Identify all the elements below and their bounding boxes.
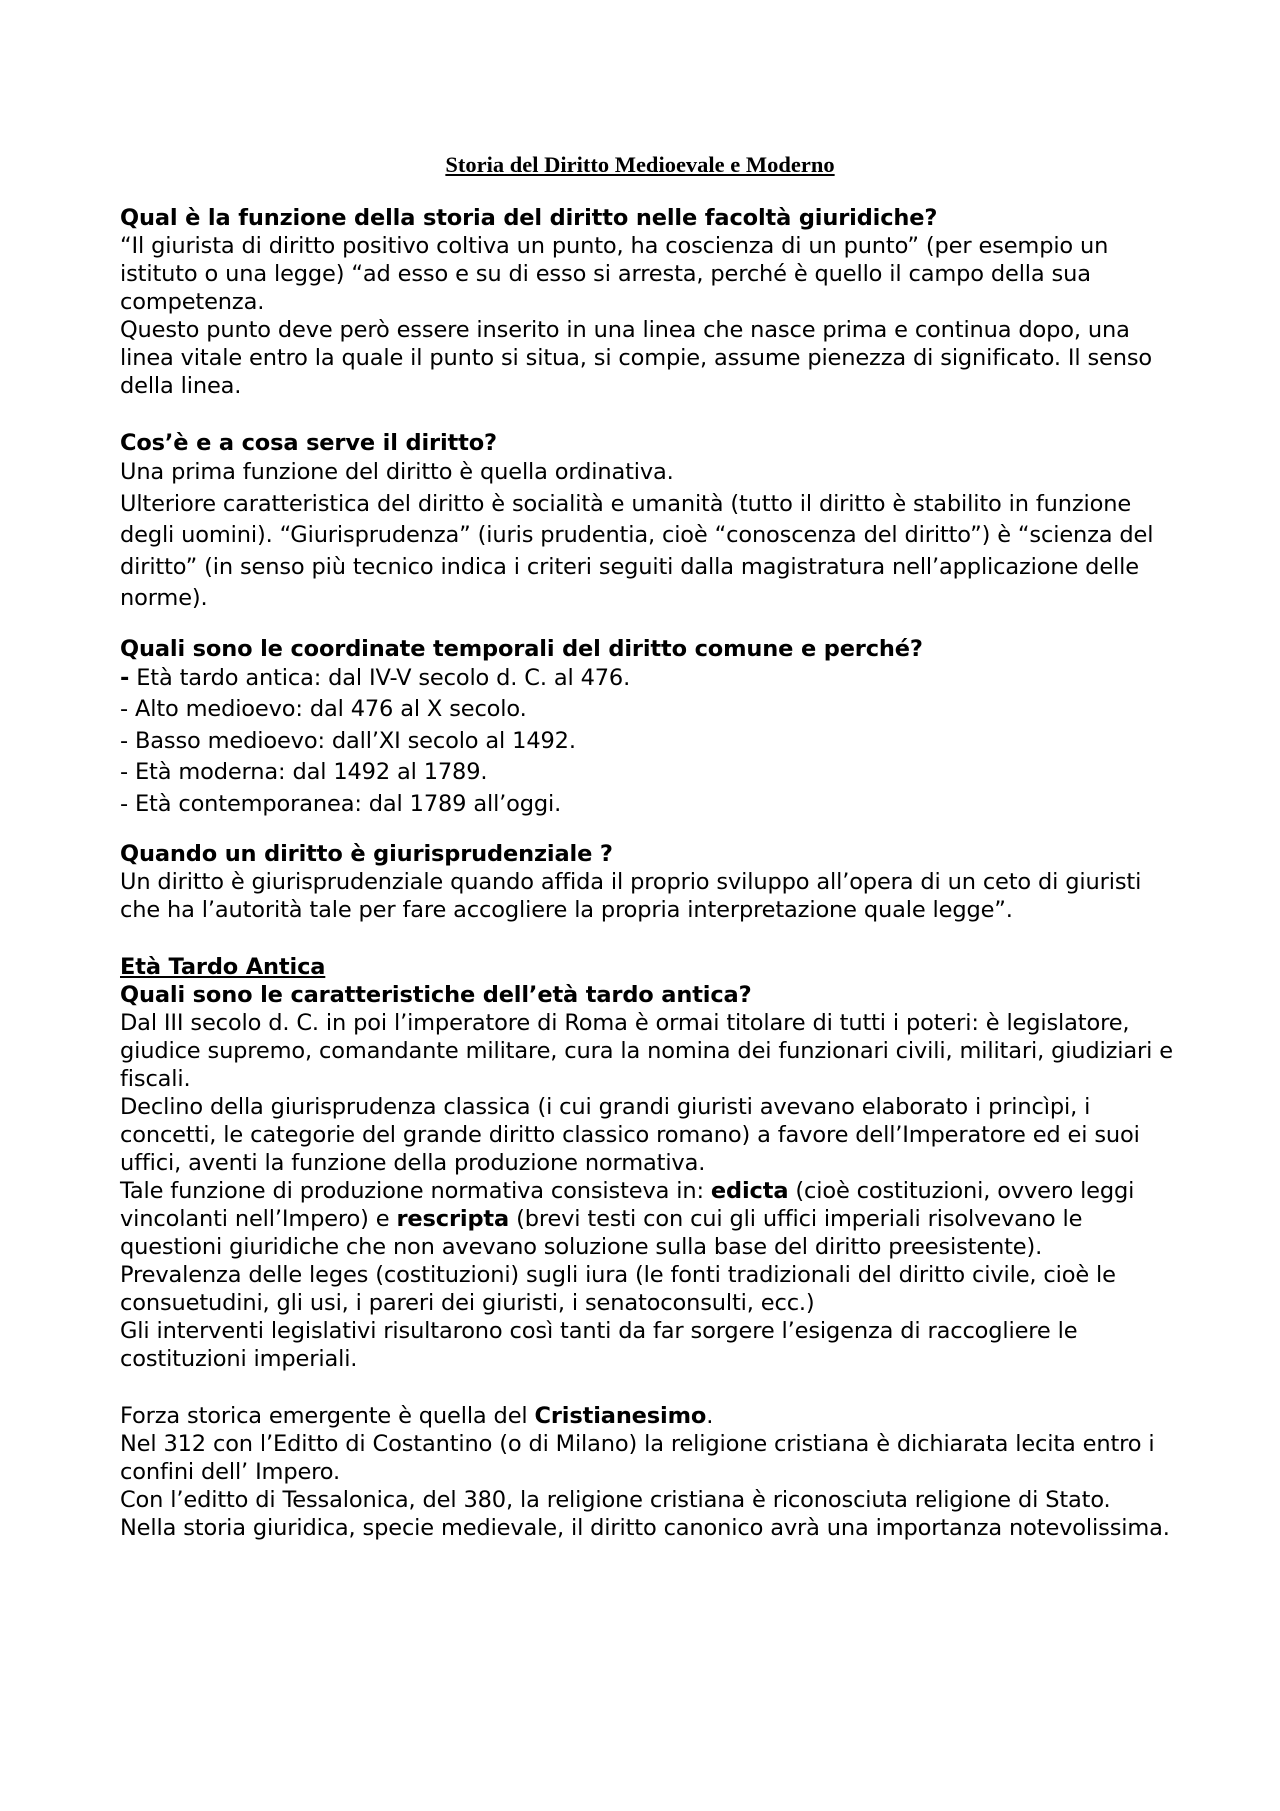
paragraph: Nella storia giuridica, specie medievale, il diritto canonico avrà una importanza notevolissima. xyxy=(120,1515,1170,1541)
section-heading: Età Tardo Antica xyxy=(120,954,326,980)
list-item: - Età moderna: dal 1492 al 1789. xyxy=(120,759,488,785)
question-4: Quando un diritto è giurisprudenziale ? xyxy=(120,841,613,867)
paragraph: Un diritto è giurisprudenziale quando affida il proprio sviluppo all’opera di un ceto di giuristi che ha l’autorità tale per fare accogliere la propria interpretazione quale legge”. xyxy=(120,869,1142,923)
paragraph: Questo punto deve però essere inserito in una linea che nasce prima e continua dopo, una linea vitale entro la quale il punto si situa, si compie, assume pienezza di significato. Il senso della linea. xyxy=(120,317,1153,399)
paragraph: “Il giurista di diritto positivo coltiva un punto, ha coscienza di un punto” (per esempio un istituto o una legge) “ad esso e su di esso si arresta, perché è quello il campo della sua competenza. xyxy=(120,233,1109,315)
question-2: Cos’è e a cosa serve il diritto? xyxy=(120,430,497,456)
document-title: Storia del Diritto Medioevale e Moderno xyxy=(445,152,835,177)
paragraph: Una prima funzione del diritto è quella ordinativa. xyxy=(120,459,674,485)
question-5: Quali sono le caratteristiche dell’età tardo antica? xyxy=(120,982,752,1008)
paragraph: Gli interventi legislativi risultarono così tanti da far sorgere l’esigenza di raccogliere le costituzioni imperiali. xyxy=(120,1318,1078,1372)
document-body xyxy=(120,204,1182,1542)
paragraph: Con l’editto di Tessalonica, del 380, la religione cristiana è riconosciuta religione di Stato. xyxy=(120,1487,1111,1513)
paragraph: Declino della giurisprudenza classica (i cui grandi giuristi avevano elaborato i princìpi, i concetti, le categorie del grande diritto classico romano) a favore dell’Imperatore ed ei suoi uffici, aventi la funzione della produzione normativa. xyxy=(120,1094,1140,1176)
paragraph: Nel 312 con l’Editto di Costantino (o di Milano) la religione cristiana è dichiarata lecita entro i confini dell’ Impero. xyxy=(120,1431,1155,1485)
question-1: Qual è la funzione della storia del diritto nelle facoltà giuridiche? xyxy=(120,205,938,231)
paragraph: Dal III secolo d. C. in poi l’imperatore di Roma è ormai titolare di tutti i poteri: è legislatore, giudice supremo, comandante militare, cura la nomina dei funzionari civili, militari, giudiziari e fiscali. xyxy=(120,1010,1173,1092)
list-item: - Età tardo antica: dal IV-V secolo d. C. al 476. xyxy=(120,664,631,691)
question-3: Quali sono le coordinate temporali del diritto comune e perché? xyxy=(120,635,923,662)
list-item: - Basso medioevo: dall’XI secolo al 1492. xyxy=(120,727,576,754)
paragraph: Ulteriore caratteristica del diritto è socialità e umanità (tutto il diritto è stabilito in funzione degli uomini). “Giurisprudenza” (iuris prudentia, cioè “conoscenza del diritto”) è “scienza del diritto” (in senso più tecnico indica i criteri seguiti dalla magistratura nell’applicazione delle norme). xyxy=(120,490,1154,611)
list-item: - Alto medioevo: dal 476 al X secolo. xyxy=(120,696,527,722)
paragraph: Tale funzione di produzione normativa consisteva in: edicta (cioè costituzioni, ovvero leggi vincolanti nell’Impero) e rescripta (brevi testi con cui gli uffici imperiali risolvevano le questioni giuridiche che non avevano soluzione sulla base del diritto preesistente). xyxy=(120,1178,1135,1260)
period-list xyxy=(120,663,1182,821)
paragraph: Prevalenza delle leges (costituzioni) sugli iura (le fonti tradizionali del diritto civile, cioè le consuetudini, gli usi, i pareri dei giuristi, i senatoconsulti, ecc.) xyxy=(120,1262,1116,1316)
paragraph: Forza storica emergente è quella del Cristianesimo. xyxy=(120,1403,714,1429)
list-item: - Età contemporanea: dal 1789 all’oggi. xyxy=(120,790,562,817)
